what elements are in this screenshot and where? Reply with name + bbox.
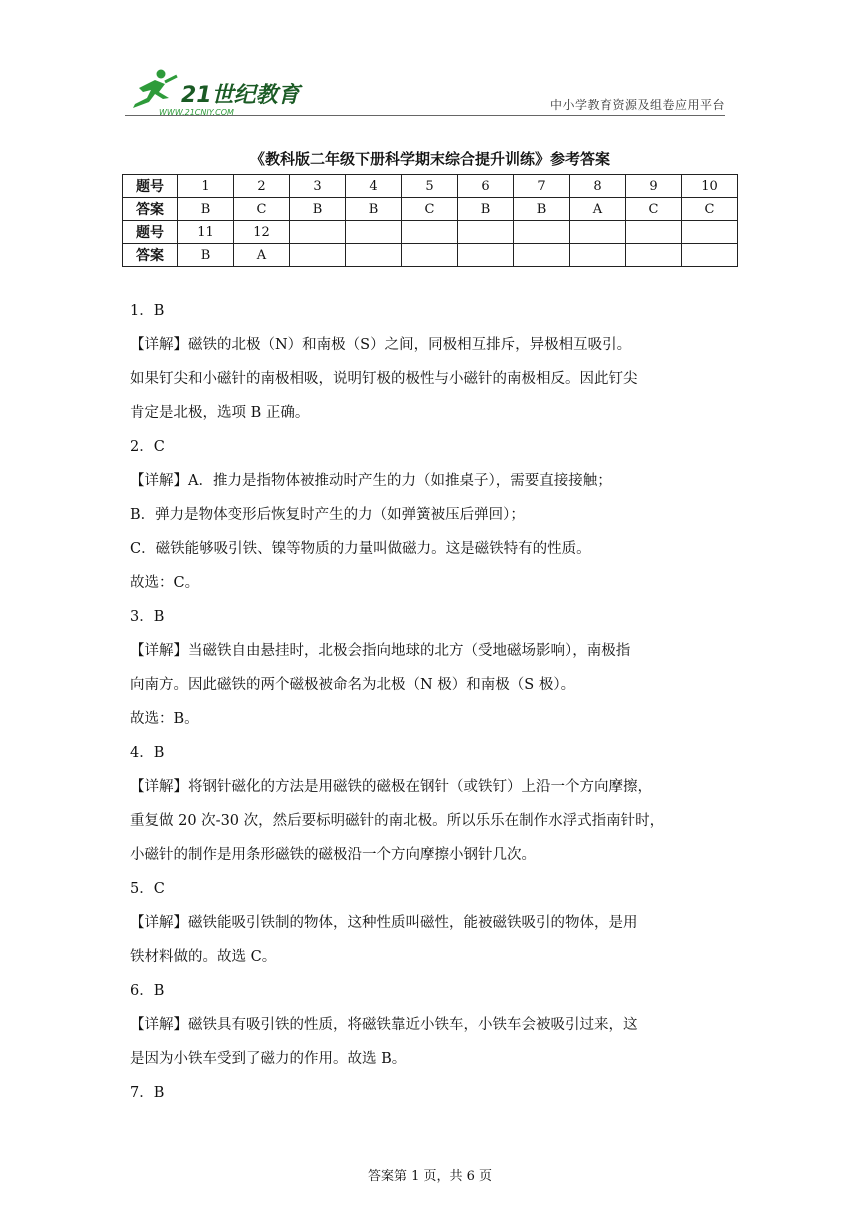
table-cell <box>626 244 682 267</box>
page-header <box>125 60 725 116</box>
item-detail-line: 向南方。因此磁铁的两个磁极被命名为北极（N 极）和南极（S 极）。 <box>130 677 576 693</box>
answer-explanations <box>130 294 730 1110</box>
table-cell: B <box>290 198 346 221</box>
item-detail-line: 【详解】磁铁的北极（N）和南极（S）之间，同极相互排斥，异极相互吸引。 <box>130 337 632 353</box>
table-cell: B <box>178 198 234 221</box>
table-cell: C <box>682 198 738 221</box>
table-cell: 5 <box>402 175 458 198</box>
table-cell <box>570 221 626 244</box>
table-cell: 3 <box>290 175 346 198</box>
table-row-answers-2 <box>123 244 738 267</box>
item-detail-line: 【详解】磁铁能吸引铁制的物体，这种性质叫磁性，能被磁铁吸引的物体，是用 <box>130 915 638 931</box>
table-cell <box>402 221 458 244</box>
table-cell: A <box>570 198 626 221</box>
page-footer: 答案第 1 页，共 6 页 <box>367 1169 493 1184</box>
table-cell <box>682 244 738 267</box>
table-row-numbers-2 <box>123 221 738 244</box>
item-number: 5．C <box>130 881 165 897</box>
table-cell: 9 <box>626 175 682 198</box>
item-number: 4．B <box>130 745 165 761</box>
item-number: 6．B <box>130 983 165 999</box>
row-label-answer: 答案 <box>123 198 178 221</box>
table-cell: C <box>402 198 458 221</box>
table-cell: 8 <box>570 175 626 198</box>
table-cell <box>346 244 402 267</box>
table-cell <box>514 244 570 267</box>
logo-text: 21世纪教育 <box>181 83 300 108</box>
item-detail-line: 小磁针的制作是用条形磁铁的磁极沿一个方向摩擦小钢针几次。 <box>130 847 536 863</box>
table-cell <box>458 221 514 244</box>
table-cell <box>514 221 570 244</box>
item-detail-line: 是因为小铁车受到了磁力的作用。故选 B。 <box>130 1051 407 1067</box>
table-cell: B <box>514 198 570 221</box>
item-number: 3．B <box>130 609 165 625</box>
item-detail-line: B．弹力是物体变形后恢复时产生的力（如弹簧被压后弹回）； <box>130 507 525 523</box>
item-detail-line: 【详解】将钢针磁化的方法是用磁铁的磁极在钢针（或铁钉）上沿一个方向摩擦， <box>130 779 652 795</box>
logo <box>125 68 365 116</box>
item-number: 1．B <box>130 303 165 319</box>
item-detail-line: 铁材料做的。故选 C。 <box>130 949 277 965</box>
item-number: 7．B <box>130 1085 165 1101</box>
table-cell <box>458 244 514 267</box>
table-row-numbers-1 <box>123 175 738 198</box>
item-number: 2．C <box>130 439 165 455</box>
item-detail-line: 【详解】当磁铁自由悬挂时，北极会指向地球的北方（受地磁场影响），南极指 <box>130 643 631 659</box>
item-detail-line: 【详解】磁铁具有吸引铁的性质，将磁铁靠近小铁车，小铁车会被吸引过来，这 <box>130 1017 638 1033</box>
table-cell <box>570 244 626 267</box>
answer-table <box>122 174 738 267</box>
table-cell: 12 <box>234 221 290 244</box>
item-detail-line: C．磁铁能够吸引铁、镍等物质的力量叫做磁力。这是磁铁特有的性质。 <box>130 541 591 557</box>
row-label-number: 题号 <box>123 221 178 244</box>
header-divider <box>125 115 725 116</box>
table-cell: 2 <box>234 175 290 198</box>
document-title: 《教科版二年级下册科学期末综合提升训练》参考答案 <box>249 150 610 168</box>
runner-icon <box>133 70 177 109</box>
table-cell: 1 <box>178 175 234 198</box>
table-cell: C <box>626 198 682 221</box>
table-cell <box>682 221 738 244</box>
row-label-number: 题号 <box>123 175 178 198</box>
table-cell: C <box>234 198 290 221</box>
table-cell: 4 <box>346 175 402 198</box>
table-cell <box>346 221 402 244</box>
site-tagline: 中小学教育资源及组卷应用平台 <box>549 98 725 112</box>
logo-url: WWW.21CNJY.COM <box>159 108 234 116</box>
row-label-answer: 答案 <box>123 244 178 267</box>
item-detail-line: 故选：B。 <box>130 711 199 727</box>
table-cell <box>626 221 682 244</box>
table-cell: B <box>346 198 402 221</box>
table-cell <box>290 221 346 244</box>
table-cell: 11 <box>178 221 234 244</box>
item-detail-line: 【详解】A．推力是指物体被推动时产生的力（如推桌子），需要直接接触； <box>130 473 612 489</box>
table-cell: A <box>234 244 290 267</box>
table-cell: 6 <box>458 175 514 198</box>
table-cell: B <box>178 244 234 267</box>
table-cell: 7 <box>514 175 570 198</box>
table-cell: 10 <box>682 175 738 198</box>
table-row-answers-1 <box>123 198 738 221</box>
table-cell: B <box>458 198 514 221</box>
item-detail-line: 故选：C。 <box>130 575 200 591</box>
item-detail-line: 如果钉尖和小磁针的南极相吸，说明钉极的极性与小磁针的南极相反。因此钉尖 <box>130 371 638 387</box>
item-detail-line: 重复做 20 次-30 次，然后要标明磁针的南北极。所以乐乐在制作水浮式指南针时， <box>130 813 665 829</box>
table-cell <box>290 244 346 267</box>
item-detail-line: 肯定是北极，选项 B 正确。 <box>130 405 310 421</box>
table-cell <box>402 244 458 267</box>
